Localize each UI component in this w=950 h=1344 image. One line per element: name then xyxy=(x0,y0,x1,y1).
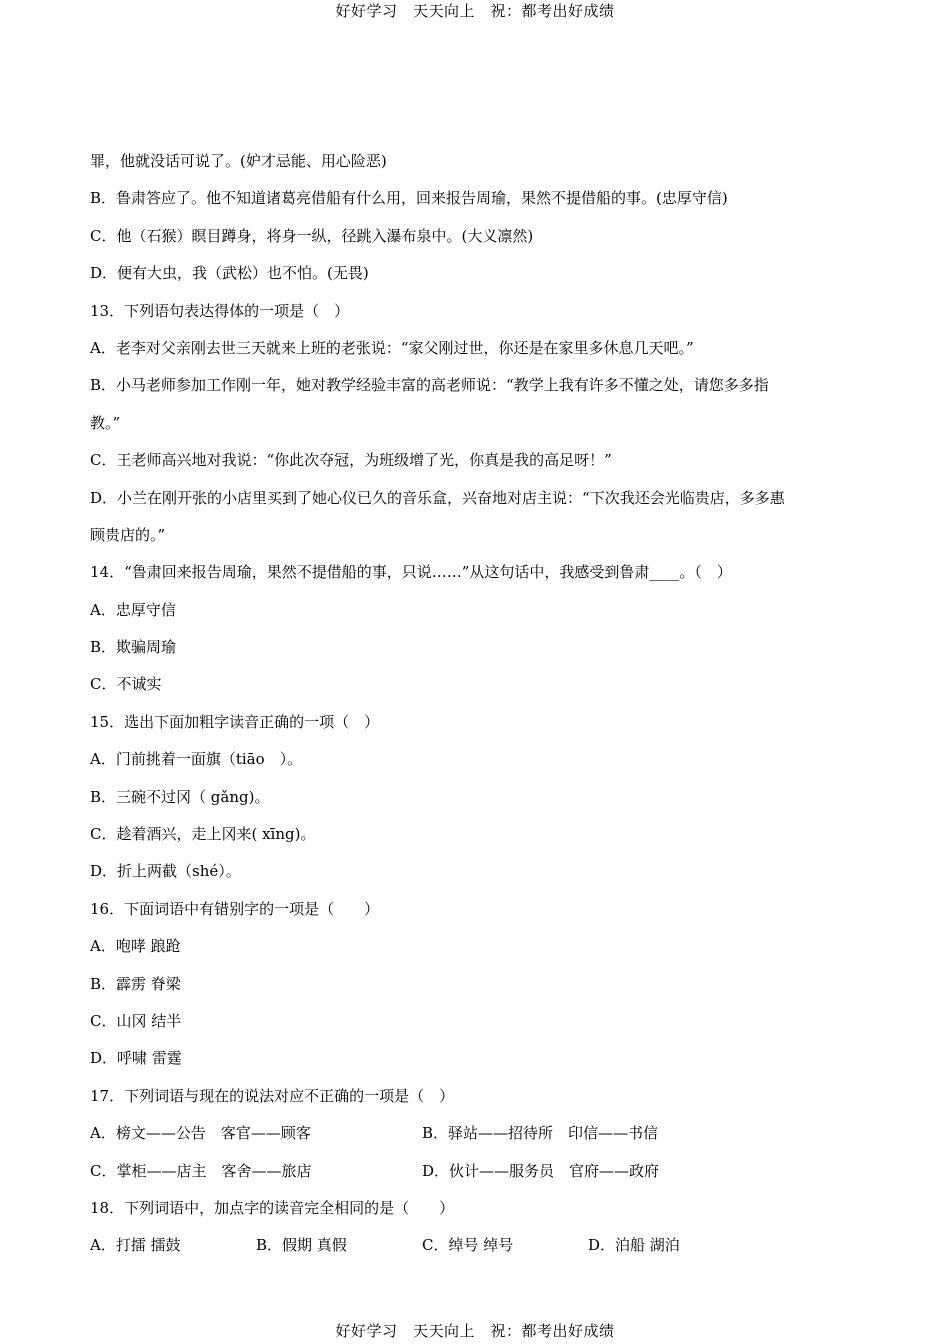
q18-option-c: C．绰号 绰号 xyxy=(422,1236,514,1255)
option-line: A．老李对父亲刚去世三天就来上班的老张说：“家父刚过世，你还是在家里多休息几天吧。” xyxy=(90,338,694,357)
option-line: C．山冈 结半 xyxy=(90,1011,182,1030)
q17-option-d: D．伙计——服务员 官府——政府 xyxy=(422,1161,660,1180)
document-body xyxy=(90,143,870,1265)
q17-option-row xyxy=(90,1153,870,1190)
q17-option-row xyxy=(90,1115,870,1152)
q18-option-row xyxy=(90,1227,870,1264)
option-line: A．忠厚守信 xyxy=(90,600,176,619)
q18-option-d: D．泊船 湖泊 xyxy=(588,1236,680,1255)
question-14: 14．“鲁肃回来报告周瑜，果然不提借船的事，只说……”从这句话中，我感受到鲁肃____。（ ） xyxy=(90,563,732,582)
q18-option-b: B．假期 真假 xyxy=(256,1236,347,1255)
option-line: C．趁着酒兴，走上冈来( xīng)。 xyxy=(90,825,316,844)
option-line: B．霹雳 脊梁 xyxy=(90,974,181,993)
option-line: B．鲁肃答应了。他不知道诸葛亮借船有什么用，回来报告周瑜，果然不提借船的事。(忠厚守信) xyxy=(90,189,728,208)
option-line: C．不诚实 xyxy=(90,675,162,694)
q17-option-b: B．驿站——招待所 印信——书信 xyxy=(422,1124,659,1143)
option-line: B．小马老师参加工作刚一年，她对教学经验丰富的高老师说：“教学上我有许多不懂之处，请您多多指 xyxy=(90,376,769,395)
q18-option-a: A．打擂 擂鼓 xyxy=(90,1236,181,1255)
option-line: B．欺骗周瑜 xyxy=(90,638,177,657)
option-line: D．便有大虫，我（武松）也不怕。(无畏) xyxy=(90,264,369,283)
page-footer: 好好学习 天天向上 祝：都考出好成绩 xyxy=(335,1322,615,1340)
question-18: 18．下列词语中，加点字的读音完全相同的是（ ） xyxy=(90,1198,455,1217)
option-line: D．呼啸 雷霆 xyxy=(90,1049,182,1068)
option-line: A．门前挑着一面旗（tiāo ）。 xyxy=(90,750,303,769)
option-line: C．他（石猴）瞑目蹲身，将身一纵，径跳入瀑布泉中。(大义凛然) xyxy=(90,226,534,245)
q17-option-c: C．掌柜——店主 客舍——旅店 xyxy=(90,1161,312,1180)
option-line: D．折上两截（shé）。 xyxy=(90,862,241,881)
text-line: 顾贵店的。” xyxy=(90,525,166,544)
question-13: 13．下列语句表达得体的一项是（ ） xyxy=(90,301,350,320)
option-line: B．三碗不过冈（ gǎng)。 xyxy=(90,787,270,806)
option-line: D．小兰在刚开张的小店里买到了她心仪已久的音乐盒，兴奋地对店主说：“下次我还会光临贵店，多多惠 xyxy=(90,488,785,507)
option-line: A．咆哮 踉跄 xyxy=(90,937,181,956)
q17-option-a: A．榜文——公告 客官——顾客 xyxy=(90,1124,311,1143)
text-line: 教。” xyxy=(90,413,121,432)
question-15: 15．选出下面加粗字读音正确的一项（ ） xyxy=(90,712,380,731)
page-header: 好好学习 天天向上 祝：都考出好成绩 xyxy=(335,2,615,20)
text-line: 罪，他就没话可说了。(妒才忌能、用心险恶) xyxy=(90,152,387,170)
question-16: 16．下面词语中有错别字的一项是（ ） xyxy=(90,899,380,918)
question-17: 17．下列词语与现在的说法对应不正确的一项是（ ） xyxy=(90,1086,455,1105)
option-line: C．王老师高兴地对我说：“你此次夺冠，为班级增了光，你真是我的高足呀！” xyxy=(90,451,612,470)
